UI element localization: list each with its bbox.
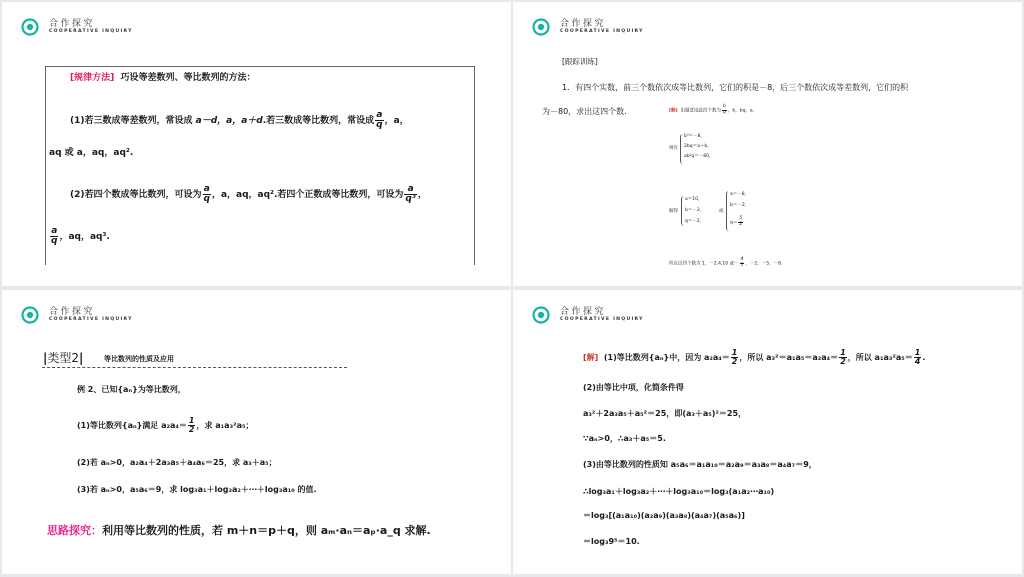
solution-q1: q＝－2， bbox=[685, 219, 705, 224]
fraction-a-over-q: $\frac{a}{q}$ bbox=[376, 110, 383, 130]
brand-title: 合作探究 bbox=[560, 19, 607, 29]
solution-brace-1 bbox=[681, 196, 684, 226]
solution-line-4: ∵aₙ>0，∴a₃＋a₅＝5. bbox=[583, 434, 666, 443]
solution-a2: a＝－8， bbox=[730, 192, 750, 197]
solution-line-3: a₃²＋2a₃a₅＋a₅²＝25，即(a₃＋a₅)²＝25， bbox=[583, 409, 747, 418]
type-title: 等比数列的性质及应用 bbox=[104, 355, 174, 363]
tracking-tag: [跟踪训练] bbox=[562, 57, 598, 66]
solution-a1: a＝10， bbox=[685, 197, 703, 202]
brand-subtitle: COOPERATIVE INQUIRY bbox=[560, 29, 644, 34]
brand-subtitle: COOPERATIVE INQUIRY bbox=[49, 29, 133, 34]
method-line-3: (2)若四个数成等比数列，可设为 $\frac{a}{q}$ ，a，aq，aq².若四个正数成等比数列，可设为 $\frac{a}{\text{q³}}$ ， bbox=[70, 184, 427, 204]
brand-subtitle: COOPERATIVE INQUIRY bbox=[49, 317, 133, 322]
solution-line-2: (2)由等比中项，化简条件得 bbox=[583, 383, 684, 392]
equation-2: 2bq＝a＋b， bbox=[684, 144, 712, 149]
answer-line: 所以这四个数为 1，－2,4,10 或－ $\frac{4}{5}$ ，－2，－5，－8. bbox=[669, 257, 783, 268]
solution-b2: b＝－2， bbox=[730, 203, 750, 208]
brand-logo-icon bbox=[21, 306, 39, 324]
brand-title: 合作探究 bbox=[49, 19, 96, 29]
brand-logo-icon bbox=[21, 18, 39, 36]
then-label: 则有 bbox=[669, 146, 678, 151]
question-line-1: 1．有四个实数，前三个数依次成等比数列，它们的积是－8，后三个数依次成等差数列，它们的积 bbox=[562, 83, 909, 92]
solve-label: 解得 bbox=[669, 209, 678, 214]
slide-4 bbox=[513, 290, 1022, 574]
example-part-3: (3)若 aₙ>0，a₅a₆＝9，求 log₃a₁＋log₃a₂＋⋯＋log₃a₁₀ 的值. bbox=[77, 485, 317, 494]
slide-1 bbox=[2, 2, 511, 286]
solution-line-7: ＝log₃[(a₁a₁₀)(a₂a₉)(a₃a₈)(a₄a₇)(a₅a₆)] bbox=[583, 511, 745, 520]
solution-brace-2 bbox=[726, 191, 729, 231]
solution-line-1: [解] (1)等比数列{aₙ}中，因为 a₂a₄＝ $\frac{1}{2}$ ，所以 a₃²＝a₁a₅＝a₂a₄＝ $\frac{1}{2}$ ，所以 a₁a₃²a₅＝ $\frac{1}{4}$ . bbox=[583, 348, 926, 366]
equation-3: ab²q＝－80， bbox=[684, 154, 714, 159]
method-line-4: $\frac{a}{q}$ ，aq，aq³. bbox=[51, 226, 110, 246]
type-label: |类型2| bbox=[43, 351, 84, 365]
solution-line-5: (3)由等比数列的性质知 a₅a₆＝a₁a₁₀＝a₂a₉＝a₃a₈＝a₄a₇＝9， bbox=[583, 460, 817, 469]
equation-brace bbox=[680, 134, 683, 164]
or-label: 或 bbox=[719, 209, 724, 214]
example-intro: 例 2、已知{aₙ}为等比数列， bbox=[77, 385, 186, 394]
solution-line-1: [解] 由题意设此四个数为 $\frac{b}{q}$ ，b，bq，a， bbox=[669, 104, 758, 115]
brand-title: 合作探究 bbox=[49, 307, 96, 317]
brand-logo-icon bbox=[532, 306, 550, 324]
brand-title: 合作探究 bbox=[560, 307, 607, 317]
example-part-2: (2)若 aₙ>0，a₂a₄＋2a₃a₅＋a₄a₆＝25，求 a₃＋a₅； bbox=[77, 458, 277, 467]
solution-q2: q＝ $\frac{5}{2}$ bbox=[730, 216, 743, 227]
question-line-2: 为－80，求出这四个数. bbox=[542, 107, 627, 116]
brand-logo-icon bbox=[532, 18, 550, 36]
method-line-1: (1)若三数成等差数列，常设成 a－d，a，a＋d.若三数成等比数列，常设成 $\frac{a}{q}$ ，a， bbox=[70, 110, 409, 130]
type-divider bbox=[42, 367, 347, 368]
equation-1: b³＝－8， bbox=[684, 134, 706, 139]
example-part-1: (1)等比数列{aₙ}满足 a₂a₄＝ $\frac{1}{2}$ ，求 a₁a₃²a₅； bbox=[77, 416, 254, 434]
hint-line: 思路探究：利用等比数列的性质，若 m＋n＝p＋q，则 aₘ·aₙ＝aₚ·a_q 求解. bbox=[47, 524, 431, 537]
brand-subtitle: COOPERATIVE INQUIRY bbox=[560, 317, 644, 322]
solution-line-8: ＝log₃9⁵＝10. bbox=[583, 537, 640, 546]
solution-line-6: ∴log₃a₁＋log₃a₂＋⋯＋log₃a₁₀＝log₃(a₁a₂⋯a₁₀) bbox=[583, 487, 775, 496]
method-line-2: aq 或 a，aq，aq². bbox=[49, 148, 134, 158]
slide-2 bbox=[513, 2, 1022, 286]
method-heading: [规律方法] 巧设等差数列、等比数列的方法： bbox=[70, 73, 256, 83]
solution-b1: b＝－2， bbox=[685, 208, 705, 213]
